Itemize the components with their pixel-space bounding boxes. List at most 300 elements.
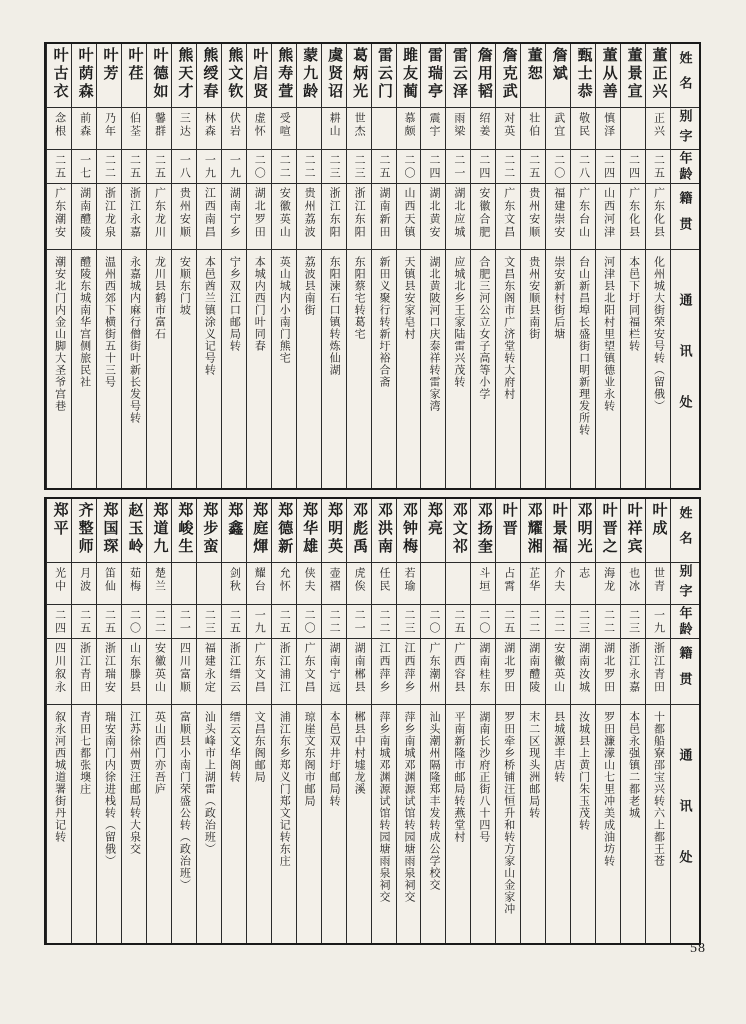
entry-contact: 本邑双井圩邮局转 [328, 711, 341, 807]
entry-native: 四川叙永 [47, 639, 71, 705]
entry-age: 二三 [621, 605, 645, 639]
entry-native: 江西萍乡 [397, 639, 421, 705]
entry-column [96, 499, 121, 943]
entry-native: 浙江永嘉 [122, 184, 146, 250]
entry-contact: 江苏徐州贾汪邮局转大泉交 [128, 711, 141, 855]
entry-courtesy [372, 108, 396, 150]
entry-name: 郑庭煇 [247, 499, 271, 563]
entry-courtesy: 志 [571, 563, 595, 605]
entry-column [196, 499, 221, 943]
entry-age: 二三 [571, 605, 595, 639]
entry-native: 福建崇安 [546, 184, 570, 250]
entry-courtesy: 光中 [47, 563, 71, 605]
entry-name: 郑国琛 [97, 499, 121, 563]
entry-age: 二五 [122, 150, 146, 184]
entry-courtesy [621, 108, 645, 150]
entry-contact: 本邑酋兰镇涂义记号转 [203, 256, 216, 376]
entry-contact: 英山城内小南门熊宅 [278, 256, 291, 364]
header-age: 年龄 [671, 605, 699, 639]
entry-contact: 东阳湅石口镇转炼仙湖 [328, 256, 341, 376]
entry-native: 山东滕县 [122, 639, 146, 705]
entry-contact: 永嘉城内麻行僧街叶新长发号转 [128, 256, 141, 424]
entry-name: 叶成 [646, 499, 670, 563]
entry-column [346, 499, 371, 943]
entry-column [620, 499, 645, 943]
entry-contact: 安顺东门坡 [178, 256, 191, 316]
entry-native: 湖北罗田 [496, 639, 520, 705]
entry-courtesy: 斗垣 [471, 563, 495, 605]
entry-contact: 合肥三河公立女子高等小学 [477, 256, 490, 400]
entry-age: 二四 [621, 150, 645, 184]
header-column [670, 499, 699, 943]
entry-contact: 平南新隆市邮局转燕堂村 [452, 711, 465, 843]
entry-contact: 贵州安顺县南街 [527, 256, 540, 340]
entry-courtesy: 楚兰 [147, 563, 171, 605]
entry-name: 雷云门 [372, 44, 396, 108]
entry-contact: 文昌东阁市广济堂转大府村 [502, 256, 515, 400]
page-number: 58 [690, 941, 706, 956]
entry-courtesy: 笛仙 [97, 563, 121, 605]
entry-name: 邓扬奎 [471, 499, 495, 563]
entry-native: 江西南昌 [197, 184, 221, 250]
entry-name: 齐整师 [72, 499, 96, 563]
entry-column [246, 44, 271, 488]
entry-courtesy: 林森 [197, 108, 221, 150]
entry-native: 浙江青田 [72, 639, 96, 705]
entry-courtesy: 耕山 [322, 108, 346, 150]
entry-column [146, 44, 171, 488]
entry-name: 詹用韬 [471, 44, 495, 108]
entry-courtesy: 壮伯 [521, 108, 545, 150]
entry-column [271, 499, 296, 943]
entry-contact: 县城源丰店转 [552, 711, 565, 783]
entry-name: 郑平 [47, 499, 71, 563]
entry-age: 一九 [197, 150, 221, 184]
entry-age: 二五 [47, 150, 71, 184]
entry-courtesy: 雨梁 [446, 108, 470, 150]
header-column [670, 44, 699, 488]
entry-name: 叶启贤 [247, 44, 271, 108]
entry-native: 广东文昌 [297, 639, 321, 705]
entry-name: 郑道九 [147, 499, 171, 563]
entry-native: 山西河津 [596, 184, 620, 250]
entry-contact: 末二区现头洲邮局转 [527, 711, 540, 819]
entry-native: 浙江浦江 [272, 639, 296, 705]
entry-column [296, 44, 321, 488]
entry-column [71, 44, 96, 488]
entry-contact: 天镇县安家皂村 [402, 256, 415, 340]
entry-native: 湖北罗田 [596, 639, 620, 705]
entry-contact: 萍乡南城邓渊源试馆转园塘雨泉祠交 [402, 711, 415, 903]
entry-courtesy: 占霄 [496, 563, 520, 605]
entry-courtesy: 任民 [372, 563, 396, 605]
entry-column [271, 44, 296, 488]
entry-age: 二五 [496, 605, 520, 639]
entry-name: 邓明光 [571, 499, 595, 563]
entry-native: 广东潮州 [421, 639, 445, 705]
entry-contact: 本邑下圩同福栏转 [627, 256, 640, 352]
entry-native: 四川富顺 [172, 639, 196, 705]
entry-age: 一七 [72, 150, 96, 184]
entry-age: 二二 [272, 150, 296, 184]
entry-age: 二一 [446, 150, 470, 184]
header-native: 籍贯 [671, 639, 699, 705]
entry-courtesy: 剑秋 [222, 563, 246, 605]
entry-name: 叶德如 [147, 44, 171, 108]
entry-name: 邓洪南 [372, 499, 396, 563]
entry-column [495, 499, 520, 943]
entry-column [445, 499, 470, 943]
entry-courtesy: 若瑜 [397, 563, 421, 605]
entry-name: 邓彪禹 [347, 499, 371, 563]
entry-column [146, 499, 171, 943]
entry-name: 叶晋之 [596, 499, 620, 563]
entry-native: 湖北黄安 [421, 184, 445, 250]
entry-contact: 英山西门亦吾庐 [153, 711, 166, 795]
entry-name: 虞贤诏 [322, 44, 346, 108]
entry-contact: 萍乡南城邓渊源试馆转园塘雨泉祠交 [378, 711, 391, 903]
entry-name: 熊文钦 [222, 44, 246, 108]
entry-column [645, 499, 670, 943]
entry-contact: 琼崖文东阁市邮局 [303, 711, 316, 807]
entry-column [171, 499, 196, 943]
entry-column [321, 44, 346, 488]
entry-age: 二五 [446, 605, 470, 639]
entry-courtesy: 世杰 [347, 108, 371, 150]
entry-age: 二〇 [546, 150, 570, 184]
entry-column [545, 44, 570, 488]
entry-courtesy: 伯荃 [122, 108, 146, 150]
entry-age: 二五 [147, 150, 171, 184]
entry-name: 郑明英 [322, 499, 346, 563]
entry-courtesy [172, 563, 196, 605]
entry-contact: 文昌东阁邮局 [253, 711, 266, 783]
entry-native: 湖南汝城 [571, 639, 595, 705]
entry-contact: 叙永河西城道署街丹记转 [53, 711, 66, 843]
entry-contact: 荔波县南街 [303, 256, 316, 316]
entry-age: 二〇 [397, 150, 421, 184]
entry-native: 湖南宁远 [322, 639, 346, 705]
entry-name: 甄士恭 [571, 44, 595, 108]
entry-contact: 郴县中村墟龙溪 [353, 711, 366, 795]
entry-contact: 湖南长沙府正街八十四号 [477, 711, 490, 843]
entry-contact: 十都船寮邵宝兴转六上都王苍 [652, 711, 665, 867]
entry-contact: 河津县北阳村里望镇德业永转 [602, 256, 615, 412]
entry-column [570, 44, 595, 488]
entry-native: 贵州安顺 [172, 184, 196, 250]
entry-courtesy: 允怀 [272, 563, 296, 605]
entry-age: 二二 [521, 605, 545, 639]
entry-column [645, 44, 670, 488]
entry-age: 二二 [322, 605, 346, 639]
entry-age: 二四 [596, 150, 620, 184]
entry-native: 江西萍乡 [372, 639, 396, 705]
entry-age: 二五 [372, 150, 396, 184]
header-contact: 通讯处 [677, 747, 693, 901]
entry-age: 二五 [222, 605, 246, 639]
entry-name: 蒙九龄 [297, 44, 321, 108]
entry-native: 湖南郴县 [347, 639, 371, 705]
directory-table-top [44, 42, 701, 490]
entry-courtesy: 虎俟 [347, 563, 371, 605]
entry-name: 熊绶春 [197, 44, 221, 108]
entry-name: 董景宣 [621, 44, 645, 108]
entry-age: 二二 [546, 605, 570, 639]
entry-contact: 汝城县上黄门朱玉茂转 [577, 711, 590, 831]
header-courtesy: 别字 [671, 563, 699, 605]
entry-native: 湖南宁乡 [222, 184, 246, 250]
entry-column [46, 499, 71, 943]
entry-column [121, 499, 146, 943]
directory-table-bottom [44, 497, 701, 945]
entry-contact: 潮安北门内金山脚大圣爷宫巷 [53, 256, 66, 412]
entry-contact: 龙川县鹤市富石 [153, 256, 166, 340]
entry-courtesy [197, 563, 221, 605]
entry-contact: 台山新昌埠长盛街口明新理发所转 [577, 256, 590, 436]
entry-column [371, 499, 396, 943]
entry-column [420, 44, 445, 488]
entry-name: 熊寿萱 [272, 44, 296, 108]
entry-name: 叶晋 [496, 499, 520, 563]
entry-courtesy: 介夫 [546, 563, 570, 605]
entry-native: 浙江青田 [646, 639, 670, 705]
entry-courtesy: 慕颇 [397, 108, 421, 150]
entry-native: 浙江瑞安 [97, 639, 121, 705]
entry-contact: 青田七都张墺庄 [78, 711, 91, 795]
entry-name: 董从善 [596, 44, 620, 108]
entry-courtesy: 正兴 [646, 108, 670, 150]
entry-age: 一八 [172, 150, 196, 184]
entry-name: 董恕 [521, 44, 545, 108]
entry-contact: 湖北黄陂河口庆泰祥转雷家湾 [427, 256, 440, 412]
entry-column [595, 44, 620, 488]
entry-name: 詹斌 [546, 44, 570, 108]
entry-column [495, 44, 520, 488]
entry-name: 雷瑞亭 [421, 44, 445, 108]
entry-contact: 本城内西门叶同春 [253, 256, 266, 352]
entry-native: 广西容县 [446, 639, 470, 705]
entry-age: 二二 [372, 605, 396, 639]
entry-column [371, 44, 396, 488]
entry-column [121, 44, 146, 488]
entry-name: 詹克武 [496, 44, 520, 108]
entry-name: 叶景福 [546, 499, 570, 563]
entry-courtesy: 震宇 [421, 108, 445, 150]
entry-courtesy: 受喧 [272, 108, 296, 150]
entry-column [520, 44, 545, 488]
entry-age: 二五 [272, 605, 296, 639]
entry-age: 二一 [172, 605, 196, 639]
entry-name: 熊天才 [172, 44, 196, 108]
entry-name: 郑鑫 [222, 499, 246, 563]
header-courtesy: 别字 [671, 108, 699, 150]
entry-native: 广东文昌 [496, 184, 520, 250]
entry-contact: 罗田濂濛山七里冲美成油坊转 [602, 711, 615, 867]
entry-courtesy: 慎泽 [596, 108, 620, 150]
entry-name: 叶芳 [97, 44, 121, 108]
header-name: 姓名 [671, 44, 699, 108]
entry-age: 二三 [197, 605, 221, 639]
entry-column [420, 499, 445, 943]
entry-name: 叶荫森 [72, 44, 96, 108]
entry-age: 二四 [47, 605, 71, 639]
entry-native: 浙江东阳 [347, 184, 371, 250]
entry-native: 广东化县 [621, 184, 645, 250]
entry-age: 二二 [496, 150, 520, 184]
entry-native: 湖南醴陵 [72, 184, 96, 250]
entry-name: 赵玉岭 [122, 499, 146, 563]
entry-column [396, 499, 421, 943]
entry-native: 广东化县 [646, 184, 670, 250]
entry-name: 邓文祁 [446, 499, 470, 563]
entry-column [470, 44, 495, 488]
entry-courtesy: 茹梅 [122, 563, 146, 605]
entry-column [445, 44, 470, 488]
entry-age: 二〇 [471, 605, 495, 639]
entry-age: 二三 [322, 150, 346, 184]
entry-native: 湖南桂东 [471, 639, 495, 705]
entry-courtesy: 敬民 [571, 108, 595, 150]
header-name: 姓名 [671, 499, 699, 563]
entry-name: 郑步蛮 [197, 499, 221, 563]
entry-name: 郑德新 [272, 499, 296, 563]
entry-courtesy: 耀台 [247, 563, 271, 605]
entry-age: 二二 [297, 150, 321, 184]
entry-age: 二四 [471, 150, 495, 184]
entry-age: 二〇 [421, 605, 445, 639]
header-age: 年龄 [671, 150, 699, 184]
entry-age: 二〇 [247, 150, 271, 184]
entry-native: 福建永定 [197, 639, 221, 705]
entry-age: 二二 [147, 605, 171, 639]
entry-column [595, 499, 620, 943]
entry-column [246, 499, 271, 943]
entry-contact: 瑞安南门内徐进栈转︵留俄︶ [103, 711, 116, 867]
entry-column [321, 499, 346, 943]
entry-native: 广东台山 [571, 184, 595, 250]
entry-column [470, 499, 495, 943]
entry-contact: 汕头潮州隔隆郑丰发转成公学校交 [427, 711, 440, 891]
entry-column [545, 499, 570, 943]
entry-name: 邓钟梅 [397, 499, 421, 563]
entry-age: 二三 [397, 605, 421, 639]
entry-contact: 浦江东乡郑义门郑文记转东庄 [278, 711, 291, 867]
entry-courtesy: 侠夫 [297, 563, 321, 605]
entry-age: 二二 [596, 605, 620, 639]
entry-column [346, 44, 371, 488]
entry-age: 二三 [347, 150, 371, 184]
entry-name: 郑亮 [421, 499, 445, 563]
entry-courtesy: 海龙 [596, 563, 620, 605]
entry-native: 安徽英山 [147, 639, 171, 705]
entry-courtesy: 月波 [72, 563, 96, 605]
entry-age: 一九 [646, 605, 670, 639]
entry-name: 雷云泽 [446, 44, 470, 108]
entry-courtesy [421, 563, 445, 605]
entry-native: 浙江龙泉 [97, 184, 121, 250]
entry-courtesy [446, 563, 470, 605]
entry-native: 浙江东阳 [322, 184, 346, 250]
entry-column [171, 44, 196, 488]
entry-age: 二二 [97, 150, 121, 184]
entry-native: 安徽英山 [546, 639, 570, 705]
entry-native: 安徽英山 [272, 184, 296, 250]
entry-native: 湖北罗田 [247, 184, 271, 250]
entry-age: 二一 [347, 605, 371, 639]
entry-column [46, 44, 71, 488]
entry-courtesy: 对英 [496, 108, 520, 150]
entry-courtesy: 前森 [72, 108, 96, 150]
entry-age: 二五 [646, 150, 670, 184]
entry-contact: 东阳蔡宅转葛宅 [353, 256, 366, 340]
entry-contact: 本邑永强镇二都老城 [627, 711, 640, 819]
entry-column [196, 44, 221, 488]
entry-native: 贵州安顺 [521, 184, 545, 250]
entry-name: 董正兴 [646, 44, 670, 108]
entry-name: 郑峻生 [172, 499, 196, 563]
entry-native: 湖北应城 [446, 184, 470, 250]
entry-contact: 汕头峰市上湖雷︵政治班︶ [203, 711, 216, 855]
entry-name: 雎友蔺 [397, 44, 421, 108]
entry-contact: 新田义聚行转新圩裕合斋 [378, 256, 391, 388]
entry-native: 广东文昌 [247, 639, 271, 705]
entry-column [221, 499, 246, 943]
entry-native: 湖南新田 [372, 184, 396, 250]
entry-native: 湖南醴陵 [521, 639, 545, 705]
entry-native: 浙江永嘉 [621, 639, 645, 705]
entry-native: 贵州荔波 [297, 184, 321, 250]
entry-name: 郑华雄 [297, 499, 321, 563]
entry-courtesy: 芷华 [521, 563, 545, 605]
entry-name: 叶祥宾 [621, 499, 645, 563]
entry-courtesy: 壶褶 [322, 563, 346, 605]
entry-courtesy [297, 108, 321, 150]
entry-native: 山西天镇 [397, 184, 421, 250]
header-native: 籍贯 [671, 184, 699, 250]
entry-age: 二五 [521, 150, 545, 184]
header-contact: 通讯处 [677, 292, 693, 446]
entry-contact: 罗田牵乡桥铺汪恒升和转方家山金家冲 [502, 711, 515, 915]
entry-contact: 富顺县小南门荣盛公转︵政治班︶ [178, 711, 191, 891]
entry-courtesy: 绍姜 [471, 108, 495, 150]
entry-age: 二〇 [297, 605, 321, 639]
entry-age: 二〇 [122, 605, 146, 639]
entry-contact: 崇安新村街后塘 [552, 256, 565, 340]
entry-contact: 醴陵东城南华宫侧旅民社 [78, 256, 91, 388]
entry-column [71, 499, 96, 943]
entry-contact: 温州西郊下横街五十三号 [103, 256, 116, 388]
entry-contact: 宁乡双江口邮局转 [228, 256, 241, 352]
entry-column [620, 44, 645, 488]
entry-native: 安徽合肥 [471, 184, 495, 250]
entry-name: 葛炳光 [347, 44, 371, 108]
entry-name: 叶古衣 [47, 44, 71, 108]
entry-column [570, 499, 595, 943]
entry-native: 浙江缙云 [222, 639, 246, 705]
entry-native: 广东龙川 [147, 184, 171, 250]
entry-column [96, 44, 121, 488]
entry-column [520, 499, 545, 943]
entry-column [221, 44, 246, 488]
entry-courtesy: 念根 [47, 108, 71, 150]
entry-courtesy: 世青 [646, 563, 670, 605]
entry-courtesy: 也冰 [621, 563, 645, 605]
entry-age: 二五 [97, 605, 121, 639]
entry-age: 二四 [421, 150, 445, 184]
entry-courtesy: 馨群 [147, 108, 171, 150]
entry-name: 叶荏 [122, 44, 146, 108]
entry-name: 邓耀湘 [521, 499, 545, 563]
